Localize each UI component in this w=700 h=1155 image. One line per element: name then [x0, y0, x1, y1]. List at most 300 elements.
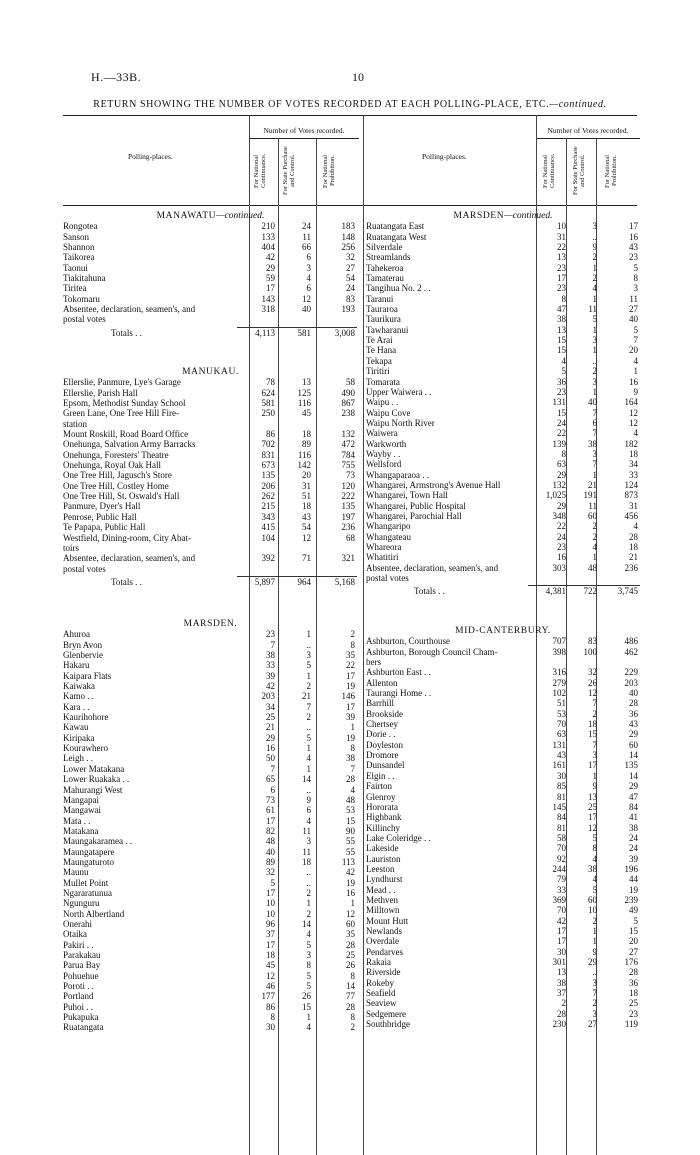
prohibition-votes: 28: [346, 939, 355, 950]
right-col-header-continuance: For National Continuance.: [542, 153, 556, 189]
table-row: [63, 522, 358, 532]
prohibition-votes: 35: [346, 929, 355, 940]
prohibition-votes: 33: [629, 469, 638, 480]
state-purchase-votes: 66: [302, 242, 311, 253]
table-row: [63, 439, 358, 449]
prohibition-votes: 47: [629, 791, 638, 802]
table-row: [63, 460, 358, 470]
polling-place-name: Warkworth: [366, 438, 407, 449]
prohibition-votes: 55: [346, 836, 355, 847]
left-col-header-prohibition: For National Prohibition.: [322, 154, 336, 188]
table-row: [366, 978, 640, 988]
prohibition-votes: 34: [629, 459, 638, 470]
polling-place-name: Mangapai: [63, 794, 99, 805]
state-purchase-votes: 116: [297, 398, 311, 409]
polling-place-name: Whatitiri: [366, 552, 399, 563]
continuance-votes: 1,025: [545, 490, 566, 501]
state-purchase-votes: 4: [592, 542, 597, 552]
prohibition-votes: 28: [629, 698, 638, 709]
polling-place-name: Leigh . .: [63, 753, 93, 764]
table-row: [63, 304, 358, 314]
prohibition-votes: 28: [629, 531, 638, 542]
state-purchase-votes: 40: [302, 304, 311, 315]
left-group-rule: [249, 138, 359, 139]
table-row: [63, 564, 358, 574]
continuance-votes: 23: [557, 262, 566, 273]
prohibition-votes: 24: [629, 843, 638, 854]
marsden-block: [63, 619, 358, 1033]
continuance-votes: 29: [557, 469, 566, 480]
polling-place-name: toirs: [63, 542, 80, 553]
continuance-votes: 24: [557, 417, 566, 428]
table-row: [63, 764, 358, 774]
polling-place-name: Whangarei, Town Hall: [366, 490, 448, 501]
table-row: [366, 864, 640, 874]
continuance-votes: 210: [261, 221, 275, 232]
prohibition-votes: 119: [624, 1019, 638, 1030]
polling-place-name: Te Hana: [366, 345, 397, 356]
polling-place-name: Westfield, Dining-room, City Abat-: [63, 532, 192, 543]
polling-place-name: One Tree Hill, Jagusch's Store: [63, 470, 172, 481]
state-purchase-votes: 964: [297, 576, 311, 587]
table-row: [63, 419, 358, 429]
table-row: [366, 895, 640, 905]
table-row: [366, 905, 640, 915]
prohibition-votes: 14: [629, 750, 638, 761]
prohibition-votes: 32: [346, 252, 355, 263]
state-purchase-votes: 83: [588, 636, 597, 647]
state-purchase-votes: 1: [306, 763, 311, 774]
prohibition-votes: 19: [629, 884, 638, 895]
prohibition-votes: 26: [346, 960, 355, 971]
polling-place-name: Lakeside: [366, 843, 399, 854]
section-heading: [63, 211, 358, 221]
prohibition-votes: 8: [350, 743, 355, 754]
continuance-votes: 13: [557, 324, 566, 335]
continuance-votes: 279: [552, 677, 566, 688]
polling-place-name: Leeston: [366, 863, 395, 874]
polling-place-name: Tauraroa: [366, 304, 398, 315]
polling-place-name: Elgin . .: [366, 770, 395, 781]
polling-place-name: Rongotea: [63, 221, 98, 232]
section-heading: MARSDEN.: [183, 619, 238, 629]
continuance-votes: 343: [261, 511, 275, 522]
polling-place-name: Taonui: [63, 262, 88, 273]
prohibition-votes: 55: [346, 846, 355, 857]
table-row: [366, 657, 640, 667]
table-row: [63, 553, 358, 563]
state-purchase-votes: 3: [306, 262, 311, 273]
state-purchase-votes: 5: [306, 939, 311, 950]
state-purchase-votes: 11: [302, 825, 311, 836]
continuance-votes: 318: [261, 304, 275, 315]
continuance-votes: 348: [552, 510, 566, 521]
continuance-votes: 89: [266, 856, 275, 867]
prohibition-votes: 27: [346, 262, 355, 273]
prohibition-votes: 18: [629, 988, 638, 999]
polling-place-name: Seaview: [366, 998, 397, 1009]
prohibition-votes: 39: [346, 712, 355, 723]
votes-recorded-header-left: Number of Votes recorded.: [263, 126, 345, 135]
table-row: [63, 774, 358, 784]
prohibition-votes: 5: [633, 915, 638, 926]
continuance-votes: 624: [261, 387, 275, 398]
polling-place-name: Pakiri . .: [63, 939, 94, 950]
prohibition-votes: 16: [346, 887, 355, 898]
polling-place-name: Ruatangata East: [366, 221, 425, 232]
table-row: [63, 681, 358, 691]
continuance-votes: 23: [557, 542, 566, 552]
table-row: [366, 573, 640, 583]
prohibition-votes: 15: [629, 925, 638, 936]
prohibition-votes: 17: [346, 670, 355, 681]
prohibition-votes: 84: [629, 801, 638, 812]
prohibition-votes: 38: [346, 753, 355, 764]
continuance-votes: 17: [557, 925, 566, 936]
polling-place-name: Mata . .: [63, 815, 91, 826]
prohibition-votes: 17: [346, 701, 355, 712]
prohibition-votes: 90: [346, 825, 355, 836]
state-purchase-votes: 722: [583, 586, 597, 597]
prohibition-votes: 19: [346, 877, 355, 888]
continuance-votes: 831: [261, 449, 275, 460]
polling-place-name: Ashburton, Borough Council Cham-: [366, 646, 498, 657]
state-purchase-votes: 43: [302, 511, 311, 522]
polling-place-name: Parakakau: [63, 950, 101, 960]
continuance-votes: 132: [552, 479, 566, 490]
continuance-votes: 13: [557, 252, 566, 263]
table-row: [366, 771, 640, 781]
table-row: [366, 521, 640, 531]
state-purchase-votes: 2: [306, 681, 311, 692]
table-row: [366, 273, 640, 283]
polling-place-name: Whangarei, Public Hospital: [366, 500, 466, 511]
continuance-votes: 673: [261, 460, 275, 471]
section-heading-cont: —continued.: [504, 211, 553, 221]
prohibition-votes: 42: [346, 867, 355, 878]
polling-place-name: Bryn Avon: [63, 639, 103, 650]
state-purchase-votes: 4: [592, 283, 597, 294]
prohibition-votes: 20: [629, 936, 638, 947]
state-purchase-votes: 6: [306, 805, 311, 816]
table-row: [63, 512, 358, 522]
continuance-votes: 303: [552, 562, 566, 573]
table-row: [63, 836, 358, 846]
state-purchase-votes: 9: [306, 794, 311, 805]
prohibition-votes: 321: [341, 553, 355, 564]
table-row: [63, 733, 358, 743]
polling-place-name: Whangaripo: [366, 521, 411, 532]
table-row: [366, 678, 640, 688]
table-row: [63, 398, 358, 408]
table-row: [63, 909, 358, 919]
prohibition-votes: 3,008: [334, 327, 355, 338]
continuance-votes: 23: [557, 386, 566, 397]
table-row: [366, 480, 640, 490]
prohibition-votes: 472: [341, 439, 355, 450]
table-row: [366, 542, 640, 552]
continuance-votes: 70: [557, 719, 566, 730]
state-purchase-votes: 3: [306, 650, 311, 661]
continuance-votes: 230: [552, 1019, 566, 1030]
table-row: [63, 753, 358, 763]
polling-place-name: Upper Waiwera . .: [366, 386, 432, 397]
continuance-votes: 51: [557, 698, 566, 709]
table-row: [63, 1002, 358, 1012]
state-purchase-votes: 11: [588, 304, 597, 315]
marsden-continued-totals: [366, 585, 640, 596]
state-purchase-votes: 9: [592, 242, 597, 253]
polling-place-name: Newlands: [366, 925, 402, 936]
manukau-block: [63, 367, 358, 587]
polling-place-name: Dorie . .: [366, 729, 396, 740]
continuance-votes: 30: [557, 770, 566, 781]
continuance-votes: 404: [261, 242, 275, 253]
table-row: [366, 988, 640, 998]
page-code: H.—33B.: [91, 70, 142, 84]
state-purchase-votes: 15: [588, 729, 597, 740]
state-purchase-votes: 5: [306, 970, 311, 981]
state-purchase-votes: 11: [302, 231, 311, 242]
table-row: [366, 740, 640, 750]
state-purchase-votes: 21: [588, 479, 597, 490]
polling-place-name: Hororata: [366, 801, 398, 812]
table-row: [63, 450, 358, 460]
continuance-votes: 5: [270, 877, 275, 888]
continuance-votes: 18: [266, 950, 275, 960]
state-purchase-votes: 191: [583, 490, 597, 501]
table-row: [63, 252, 358, 262]
state-purchase-votes: 5: [306, 981, 311, 992]
continuance-votes: 22: [557, 428, 566, 439]
state-purchase-votes: 14: [302, 774, 311, 785]
table-row: [366, 709, 640, 719]
polling-place-name: Kaipara Flats: [63, 670, 112, 681]
table-row: [63, 940, 358, 950]
left-col-header-state: For State Purchase and Control.: [282, 146, 296, 196]
continuance-votes: 43: [557, 750, 566, 761]
state-purchase-votes: 4: [306, 1022, 311, 1033]
prohibition-votes: 1: [350, 898, 355, 909]
continuance-votes: 23: [266, 629, 275, 640]
table-row: [366, 335, 640, 345]
continuance-votes: 85: [557, 781, 566, 792]
state-purchase-votes: 7: [592, 459, 597, 470]
state-purchase-votes: 38: [588, 863, 597, 874]
prohibition-votes: 8: [350, 639, 355, 650]
continuance-votes: 37: [557, 988, 566, 999]
table-row: [63, 712, 358, 722]
right-col-header-state: For State Purchase and Control.: [572, 146, 586, 196]
prohibition-votes: 28: [346, 1001, 355, 1012]
continuance-votes: 133: [261, 231, 275, 242]
left-col-header-continuance: For National Continuance.: [253, 153, 267, 189]
table-row: [63, 543, 358, 553]
continuance-votes: 58: [557, 832, 566, 843]
continuance-votes: 59: [266, 273, 275, 284]
state-purchase-votes: 1: [592, 469, 597, 480]
table-row: [366, 719, 640, 729]
prohibition-votes: 12: [346, 908, 355, 919]
prohibition-votes: 44: [629, 874, 638, 885]
state-purchase-votes: ..: [592, 355, 597, 366]
state-purchase-votes: 29: [588, 957, 597, 967]
section-heading-text: MANAWATU: [156, 211, 217, 221]
state-purchase-votes: 8: [306, 960, 311, 971]
continuance-votes: 17: [266, 815, 275, 826]
prohibition-votes: 14: [346, 981, 355, 992]
continuance-votes: 24: [557, 531, 566, 542]
state-purchase-votes: 5: [592, 884, 597, 895]
table-row: [63, 826, 358, 836]
polling-place-name: Chertsey: [366, 719, 398, 730]
continuance-votes: 63: [557, 459, 566, 470]
marsden-continued-rows: [366, 221, 640, 583]
prohibition-votes: 23: [629, 1008, 638, 1019]
continuance-votes: 5: [561, 366, 566, 377]
state-purchase-votes: 2: [592, 531, 597, 542]
table-row: [63, 878, 358, 888]
polling-place-name: Wellsford: [366, 459, 402, 470]
polling-place-name: Milltown: [366, 905, 400, 916]
table-row: [366, 263, 640, 273]
polling-place-name: Otaika: [63, 929, 87, 940]
prohibition-votes: 784: [341, 449, 355, 460]
table-row: [366, 947, 640, 957]
state-purchase-votes: 11: [588, 500, 597, 511]
prohibition-votes: 5,168: [334, 576, 355, 587]
continuance-votes: 23: [557, 283, 566, 294]
polling-place-name: Taikorea: [63, 252, 95, 263]
table-row: [366, 885, 640, 895]
prohibition-votes: 222: [341, 491, 355, 502]
table-row: [366, 387, 640, 397]
section-heading: MANUKAU.: [182, 367, 239, 377]
polling-place-name: Tiritea: [63, 283, 87, 294]
table-row: [366, 916, 640, 926]
prohibition-votes: 29: [629, 729, 638, 740]
polling-place-name: Streamlands: [366, 252, 411, 263]
polling-place-name: Dromore: [366, 750, 399, 761]
table-row: [63, 722, 358, 732]
polling-place-name: Ellerslie, Panmure, Lye's Garage: [63, 377, 181, 388]
state-purchase-votes: 3: [306, 950, 311, 960]
continuance-votes: 17: [557, 936, 566, 947]
prohibition-votes: 5: [633, 324, 638, 335]
state-purchase-votes: 1: [306, 898, 311, 909]
polling-place-name: Barrhill: [366, 698, 394, 709]
prohibition-votes: 73: [346, 470, 355, 481]
state-purchase-votes: 3: [592, 448, 597, 459]
polling-place-name: Ngunguru: [63, 898, 100, 909]
table-row: [366, 854, 640, 864]
state-purchase-votes: 11: [302, 846, 311, 857]
state-purchase-votes: ..: [592, 231, 597, 242]
prohibition-votes: 39: [629, 853, 638, 864]
state-purchase-votes: 3: [592, 376, 597, 387]
state-purchase-votes: 1: [306, 1012, 311, 1023]
state-purchase-votes: ..: [306, 639, 311, 650]
prohibition-votes: 16: [629, 376, 638, 387]
polling-place-name: Glenbervie: [63, 650, 103, 661]
polling-place-name: Doyleston: [366, 739, 403, 750]
prohibition-votes: 53: [346, 805, 355, 816]
prohibition-votes: 4: [633, 355, 638, 366]
polling-place-name: Lyndhurst: [366, 874, 403, 885]
continuance-votes: 702: [261, 439, 275, 450]
polling-place-name: Waiwera: [366, 428, 398, 439]
table-row: [366, 552, 640, 562]
state-purchase-votes: ..: [306, 867, 311, 878]
state-purchase-votes: 1: [592, 262, 597, 273]
table-row: [63, 232, 358, 242]
continuance-votes: 15: [557, 335, 566, 346]
continuance-votes: 92: [557, 853, 566, 864]
state-purchase-votes: 1: [592, 552, 597, 563]
right-col-header-prohibition: For National Prohibition.: [604, 154, 618, 188]
polling-place-name: Epsom, Methodist Sunday School: [63, 398, 186, 409]
polling-place-name: Tawharanui: [366, 324, 409, 335]
polling-place-name: Ahuroa: [63, 629, 90, 640]
table-row: [366, 511, 640, 521]
state-purchase-votes: 18: [588, 719, 597, 730]
state-purchase-votes: 48: [588, 562, 597, 573]
state-purchase-votes: 14: [302, 918, 311, 929]
table-row: [63, 429, 358, 439]
table-row: [63, 950, 358, 960]
state-purchase-votes: 20: [302, 470, 311, 481]
prohibition-votes: 25: [346, 950, 355, 960]
table-row: [366, 294, 640, 304]
table-row: [63, 888, 358, 898]
table-row: [366, 563, 640, 573]
section-heading-cont: —continued.: [216, 211, 265, 221]
continuance-votes: 15: [557, 345, 566, 356]
prohibition-votes: 3,745: [617, 586, 638, 597]
state-purchase-votes: 2: [306, 712, 311, 723]
polling-place-name: Pendarves: [366, 946, 403, 957]
state-purchase-votes: 21: [302, 691, 311, 702]
continuance-votes: 38: [557, 977, 566, 988]
state-purchase-votes: 1: [592, 386, 597, 397]
prohibition-votes: 7: [633, 335, 638, 346]
table-row: [63, 533, 358, 543]
state-purchase-votes: 9: [592, 781, 597, 792]
state-purchase-votes: 2: [306, 908, 311, 919]
polling-places-header-left: Polling-places.: [128, 152, 173, 161]
table-row: [366, 232, 640, 242]
polling-place-name: Kamo . .: [63, 691, 94, 702]
polling-place-name: Methven: [366, 894, 398, 905]
table-row: [366, 833, 640, 843]
polling-place-name: postal votes: [63, 563, 106, 574]
state-purchase-votes: 3: [592, 977, 597, 988]
state-purchase-votes: ..: [306, 722, 311, 733]
table-row: [366, 304, 640, 314]
table-row: [63, 960, 358, 970]
state-purchase-votes: 7: [592, 988, 597, 999]
state-purchase-votes: 51: [302, 491, 311, 502]
continuance-votes: 206: [261, 480, 275, 491]
polling-place-name: Kiripaka: [63, 732, 95, 743]
state-purchase-votes: 100: [583, 646, 597, 657]
prohibition-votes: 18: [629, 542, 638, 552]
table-row: [63, 629, 358, 639]
polling-place-name: Whangaparaoa . .: [366, 469, 429, 480]
state-purchase-votes: ..: [592, 967, 597, 978]
continuance-votes: 25: [266, 712, 275, 723]
polling-place-name: Killinchy: [366, 822, 400, 833]
